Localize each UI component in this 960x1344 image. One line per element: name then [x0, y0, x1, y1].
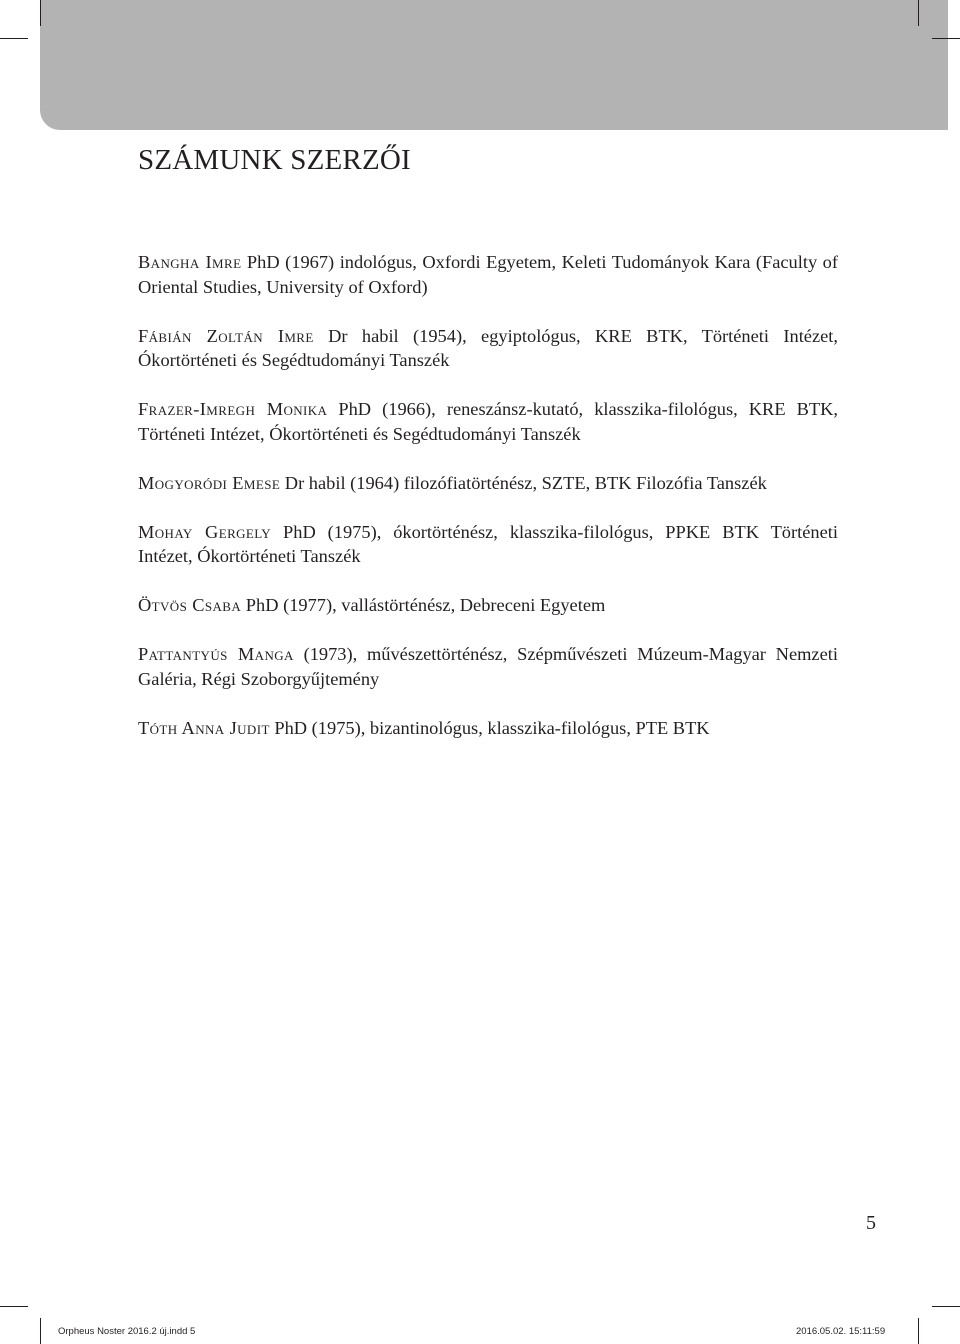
author-name: Pattantyús Manga [138, 644, 294, 664]
author-name: Mohay Gergely [138, 521, 272, 542]
crop-mark-top-right [932, 38, 960, 39]
author-details: PhD (1977), vallástörténész, Debreceni Egyetem [241, 595, 606, 615]
author-name: Frazer-Imregh Monika [138, 399, 328, 419]
author-name: Mogyoródi Emese [138, 472, 281, 493]
author-details: Dr habil (1954), egyiptológus, KRE BTK, Történeti Intézet, Ókortörténeti és Segédtudományi Tanszék [138, 325, 839, 370]
crop-mark-bottom-right-vertical [918, 1318, 919, 1344]
author-details: Dr habil (1964) filozófiatörténész, SZTE, BTK Filozófia Tanszék [280, 472, 767, 493]
author-entry [138, 397, 838, 446]
authors-list [138, 250, 838, 765]
author-name: Bangha Imre [138, 252, 242, 272]
crop-mark-bottom-left-vertical [40, 1318, 41, 1344]
author-entry [138, 520, 838, 569]
slug-date: 2016.05.02. 15:11:59 [796, 1326, 886, 1337]
author-details: PhD (1975), ókortörténész, klasszika-filológus, PPKE BTK Történeti Intézet, Ókortörténeti Tanszék [138, 521, 838, 566]
slug-file: Orpheus Noster 2016.2 új.indd 5 [58, 1326, 196, 1337]
author-details: PhD (1966), reneszánsz-kutató, klasszika-filológus, KRE BTK, Történeti Intézet, Ókortörténeti és Segédtudományi Tanszék [138, 399, 838, 444]
crop-mark-top-left-vertical [40, 0, 41, 26]
page-number: 5 [866, 1212, 876, 1234]
author-entry [138, 716, 838, 741]
author-details: PhD (1975), bizantinológus, klasszika-filológus, PTE BTK [269, 717, 710, 738]
author-name: Ötvös Csaba [138, 595, 242, 615]
page-title: SZÁMUNK SZERZŐI [138, 144, 411, 176]
author-details: PhD (1967) indológus, Oxfordi Egyetem, Keleti Tudományok Kara (Faculty of Oriental Studies, University of Oxford) [138, 252, 838, 297]
author-entry [138, 250, 838, 299]
author-entry [138, 324, 838, 373]
header-band [40, 0, 948, 130]
crop-mark-top-left [0, 38, 28, 39]
author-name: Fábián Zoltán Imre [138, 325, 314, 346]
author-details: (1973), művészettörténész, Szépművészeti Múzeum-Magyar Nemzeti Galéria, Régi Szoborgyűjtemény [138, 644, 838, 689]
author-entry [138, 593, 838, 618]
author-entry [138, 642, 838, 691]
author-name: Tóth Anna Judit [138, 717, 270, 738]
crop-mark-bottom-left [0, 1306, 28, 1307]
author-entry [138, 471, 838, 496]
crop-mark-top-right-vertical [918, 0, 919, 26]
crop-mark-bottom-right [932, 1306, 960, 1307]
